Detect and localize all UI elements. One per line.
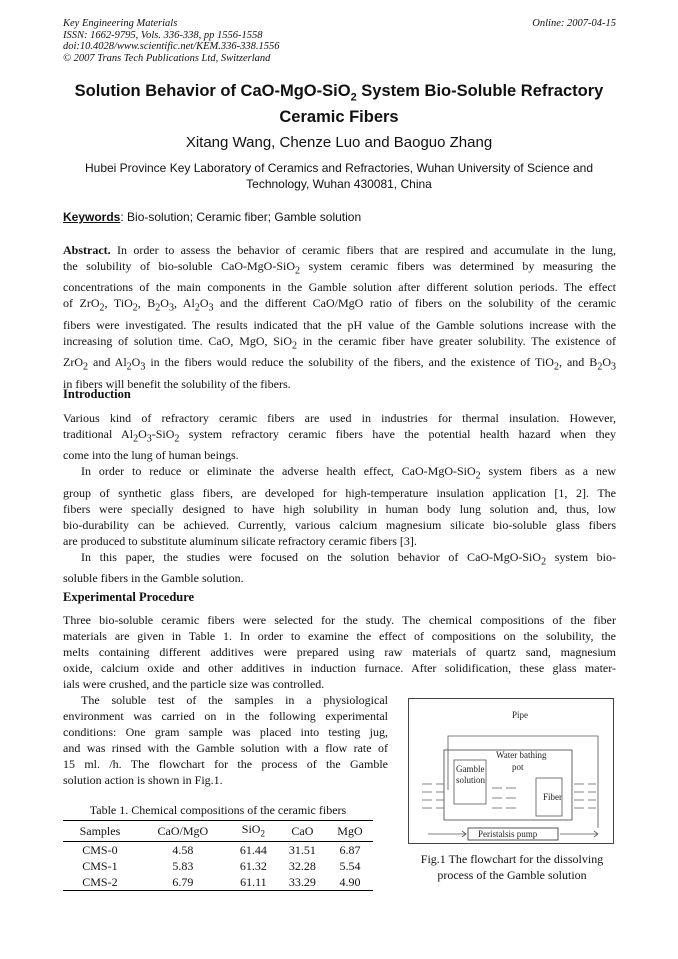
water-bath-label-2: pot xyxy=(512,762,524,772)
water-bath-pot xyxy=(444,750,572,820)
chemical-composition-table xyxy=(63,820,373,891)
introduction-heading: Introduction xyxy=(63,387,131,401)
table-header-row xyxy=(63,821,373,842)
figure1-caption: Fig.1 The flowchart for the dissolving process of the Gamble solution xyxy=(420,852,604,882)
water-bath-label-1: Water bathing xyxy=(496,750,547,760)
pump-label: Peristalsis pump xyxy=(478,829,538,839)
paper-title: Solution Behavior of CaO-MgO-SiO$_2$ System Bio-Soluble Refractory Ceramic Fibers xyxy=(74,82,604,127)
experimental-body-narrow: The soluble test of the samples in a physiological environment was carried on in the following experimental conditions: One gram sample was placed into testing jug, and was rinsed with the Gamble solution with a flow rate of 15 ml. /h. The flowchart for the process of the Gamble solution action is shown in Fig.1. xyxy=(63,693,388,787)
keywords-text: : Bio-solution; Ceramic fiber; Gamble solution xyxy=(120,210,362,224)
col-cao: CaO xyxy=(278,821,327,842)
journal-name: Key Engineering Materials xyxy=(63,18,178,29)
affiliation: Hubei Province Key Laboratory of Ceramics and Refractories, Wuhan University of Science and Technology, Wuhan 430081, China xyxy=(84,161,594,191)
fiber-label: Fiber xyxy=(543,792,562,802)
table-row: CMS-0 4.58 61.44 31.51 6.87 xyxy=(82,843,361,858)
col-sio2: SiO$_2$ xyxy=(229,821,278,842)
experimental-body: Three bio-soluble ceramic fibers were selected for the study. The chemical compositions of the fiber materials are given in Table 1. In order to examine the effect of compositions on the solubility, the melts containing different additives were prepared using raw materials of quartz sand, magnesium oxide, calcium oxide and other additives in induction furnace. After solidification, these glass mater- ials were crushed, and the particle size was controlled. xyxy=(63,613,616,691)
col-cao-mgo: CaO/MgO xyxy=(137,821,229,842)
gamble-label-1: Gamble xyxy=(456,764,485,774)
abstract-label: Abstract. xyxy=(63,243,111,257)
keywords xyxy=(63,209,616,225)
keywords-label: Keywords xyxy=(63,210,121,224)
table-row: CMS-2 6.79 61.11 33.29 4.90 xyxy=(63,874,373,891)
pipe-label: Pipe xyxy=(512,710,529,720)
doi-line: doi:10.4028/www.scientific.net/KEM.336-338.1556 xyxy=(63,41,280,52)
abstract: Abstract. In order to assess the behavior of ceramic fibers that are respired and accumulate in the lung, the solubility of bio-soluble CaO-MgO-SiO$_2$ system ceramic fibers was determined by measuring the concentrations of the main components in the Gamble solution after different solution periods. The effect of ZrO$_2$, TiO$_2$, $B_2O_3$, $Al_2O_3$ and the different CaO/MgO ratio of fibers on the solubility of the ceramic fibers were investigated. The results indicated that the pH value of the Gamble solutions increase with the increasing of solution time. CaO, MgO, SiO$_2$ in the ceramic fiber have greater solubility. The existence of ZrO$_2$ and $Al_2O_3$ in the fibers would reduce the solubility of the fibers, and the existence of TiO$_2$, and $B_2O_3$ in fibers will benefit the solubility of the fibers. xyxy=(63,243,616,391)
gamble-label-2: solution xyxy=(456,775,486,785)
introduction-body: Various kind of refractory ceramic fibers are used in industries for thermal insulation. However, traditional $Al_2O_3-SiO_2$ system refractory ceramic fibers have the potential health hazard when they come into the lung of human beings. In order to reduce or eliminate the adverse health effect, CaO-MgO-SiO$_2$ system fibers as a new group of synthetic glass fibers, are developed for high-temperature insulation application [1, 2]. The fibers were specially designed to have high solubility in human body lung solution and, thus, low bio-durability can be achieved. Currently, various calcium magnesium silicate bio-soluble glass fibers are produced to substitute aluminum silicate refractory ceramic fibers [3]. In this paper, the studies were focused on the solution behavior of CaO-MgO-SiO$_2$ system bio- soluble fibers in the Gamble solution. xyxy=(63,411,617,586)
copyright-line: © 2007 Trans Tech Publications Ltd, Switzerland xyxy=(63,52,271,64)
col-samples: Samples xyxy=(63,821,137,842)
flowchart-figure xyxy=(408,698,614,844)
table1-caption: Table 1. Chemical compositions of the ceramic fibers xyxy=(89,803,347,817)
col-mgo: MgO xyxy=(327,821,373,842)
online-date: Online: 2007-04-15 xyxy=(532,18,616,29)
table-row: CMS-1 5.83 61.32 32.28 5.54 xyxy=(82,859,361,874)
authors: Xitang Wang, Chenze Luo and Baoguo Zhang xyxy=(185,134,493,151)
issn-line: ISSN: 1662-9795, Vols. 336-338, pp 1556-1558 xyxy=(63,29,263,41)
figure-border xyxy=(409,699,614,844)
journal-header xyxy=(63,18,280,64)
experimental-heading: Experimental Procedure xyxy=(63,590,195,604)
